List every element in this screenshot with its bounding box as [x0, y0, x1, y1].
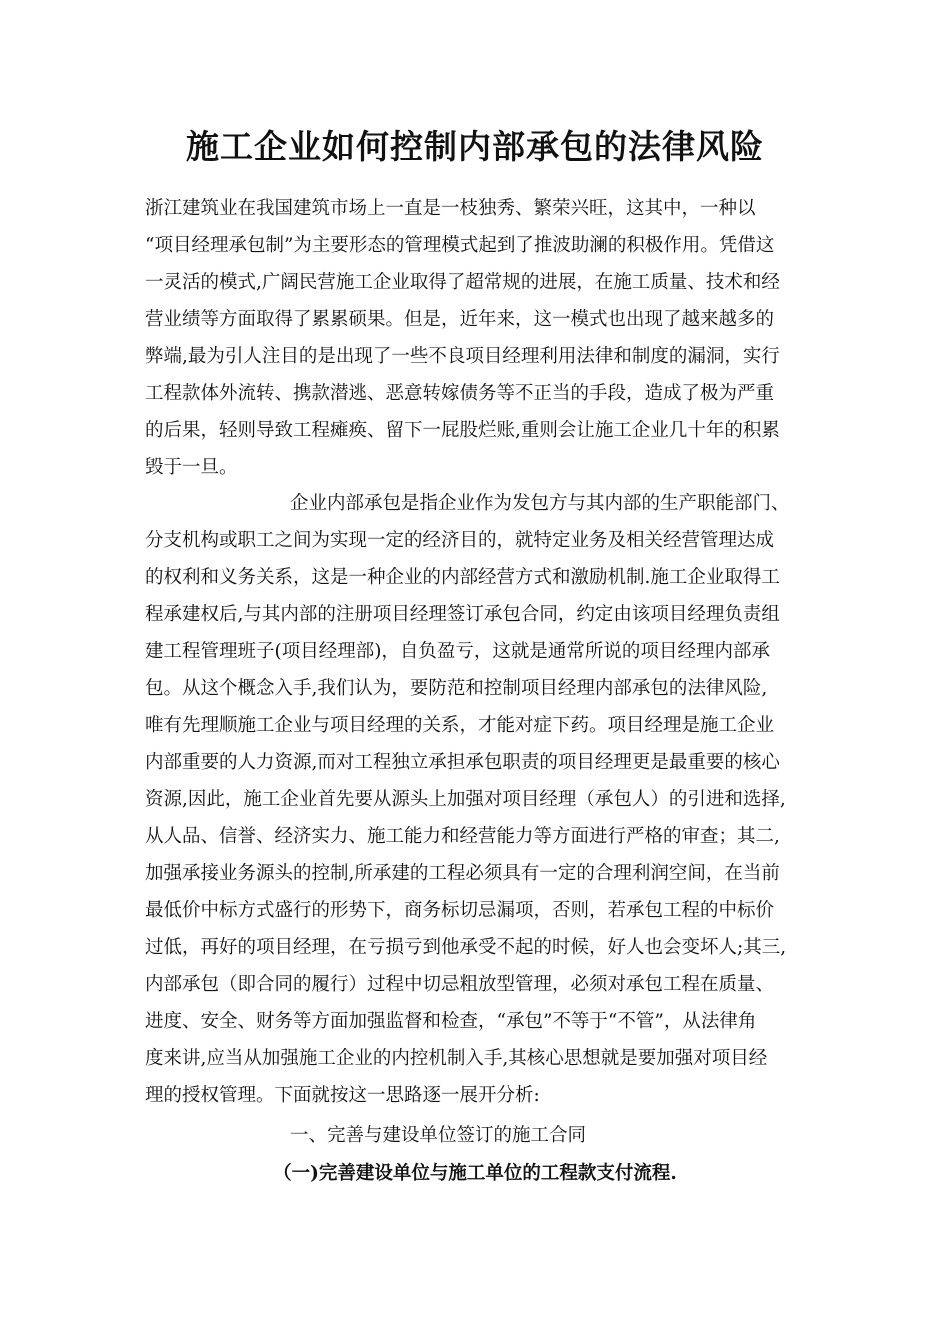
text-line: 资源,因此，施工企业首先要从源头上加强对项目经理（承包人）的引进和选择,	[145, 789, 786, 810]
text-line: 弊端,最为引人注目的是出现了一些不良项目经理利用法律和制度的漏洞，实行	[145, 346, 780, 367]
text-line: 程承建权后,与其内部的注册项目经理签订承包合同，约定由该项目经理负责组	[145, 604, 780, 625]
text-line: 内部重要的人力资源,而对工程独立承担承包职责的项目经理更是最重要的核心	[145, 752, 780, 773]
text-line: 包。从这个概念入手,我们认为，要防范和控制项目经理内部承包的法律风险,	[145, 678, 768, 699]
section-heading: 一、完善与建设单位签订的施工合同	[290, 1125, 587, 1146]
paragraph-intro	[145, 190, 820, 486]
text-line: 的后果，轻则导致工程瘫痪、留下一屁股烂账,重则会让施工企业几十年的积累	[145, 420, 780, 441]
text-line: 的权利和义务关系，这是一种企业的内部经营方式和激励机制.施工企业取得工	[145, 567, 780, 588]
text-line: 最低价中标方式盛行的形势下，商务标切忌漏项，否则，若承包工程的中标价	[145, 900, 775, 921]
text-line: 内部承包（即合同的履行）过程中切忌粗放型管理，必须对承包工程在质量、	[145, 974, 775, 995]
paragraph-definition	[145, 485, 820, 1114]
text-line: 加强承接业务源头的控制,所承建的工程必须具有一定的合理利润空间，在当前	[145, 863, 780, 884]
text-line: 分支机构或职工之间为实现一定的经济目的，就特定业务及相关经营管理达成	[145, 530, 775, 551]
text-line: 企业内部承包是指企业作为发包方与其内部的生产职能部门、	[290, 493, 790, 514]
text-line: “项目经理承包制”为主要形态的管理模式起到了推波助澜的积极作用。凭借这	[145, 235, 775, 256]
document-title: 施工企业如何控制内部承包的法律风险	[186, 127, 764, 166]
text-line: 毁于一旦。	[145, 457, 238, 478]
text-line: 过低，再好的项目经理，在亏损亏到他承受不起的时候，好人也会变坏人;其三,	[145, 937, 787, 958]
text-line: 浙江建筑业在我国建筑市场上一直是一枝独秀、繁荣兴旺，这其中，一种以	[145, 198, 756, 219]
text-line: 建工程管理班子(项目经理部)，自负盈亏，这就是通常所说的项目经理内部承	[145, 641, 770, 662]
text-line: 理的授权管理。下面就按这一思路逐一展开分析:	[145, 1085, 540, 1106]
subsection-heading: （一)完善建设单位与施工单位的工程款支付流程.	[273, 1163, 677, 1184]
text-line: 唯有先理顺施工企业与项目经理的关系，才能对症下药。项目经理是施工企业	[145, 715, 775, 736]
text-line: 度来讲,应当从加强施工企业的内控机制入手,其核心思想就是要加强对项目经	[145, 1048, 768, 1069]
text-line: 进度、安全、财务等方面加强监督和检查，“承包”不等于“不管”，从法律角	[145, 1011, 757, 1032]
text-line: 一灵活的模式,广阔民营施工企业取得了超常规的进展，在施工质量、技术和经	[145, 272, 780, 293]
text-line: 营业绩等方面取得了累累硕果。但是，近年来，这一模式也出现了越来越多的	[145, 309, 775, 330]
text-line: 工程款体外流转、携款潜逃、恶意转嫁债务等不正当的手段，造成了极为严重	[145, 383, 775, 404]
text-line: 从人品、信誉、经济实力、施工能力和经营能力等方面进行严格的审查；其二,	[145, 826, 780, 847]
